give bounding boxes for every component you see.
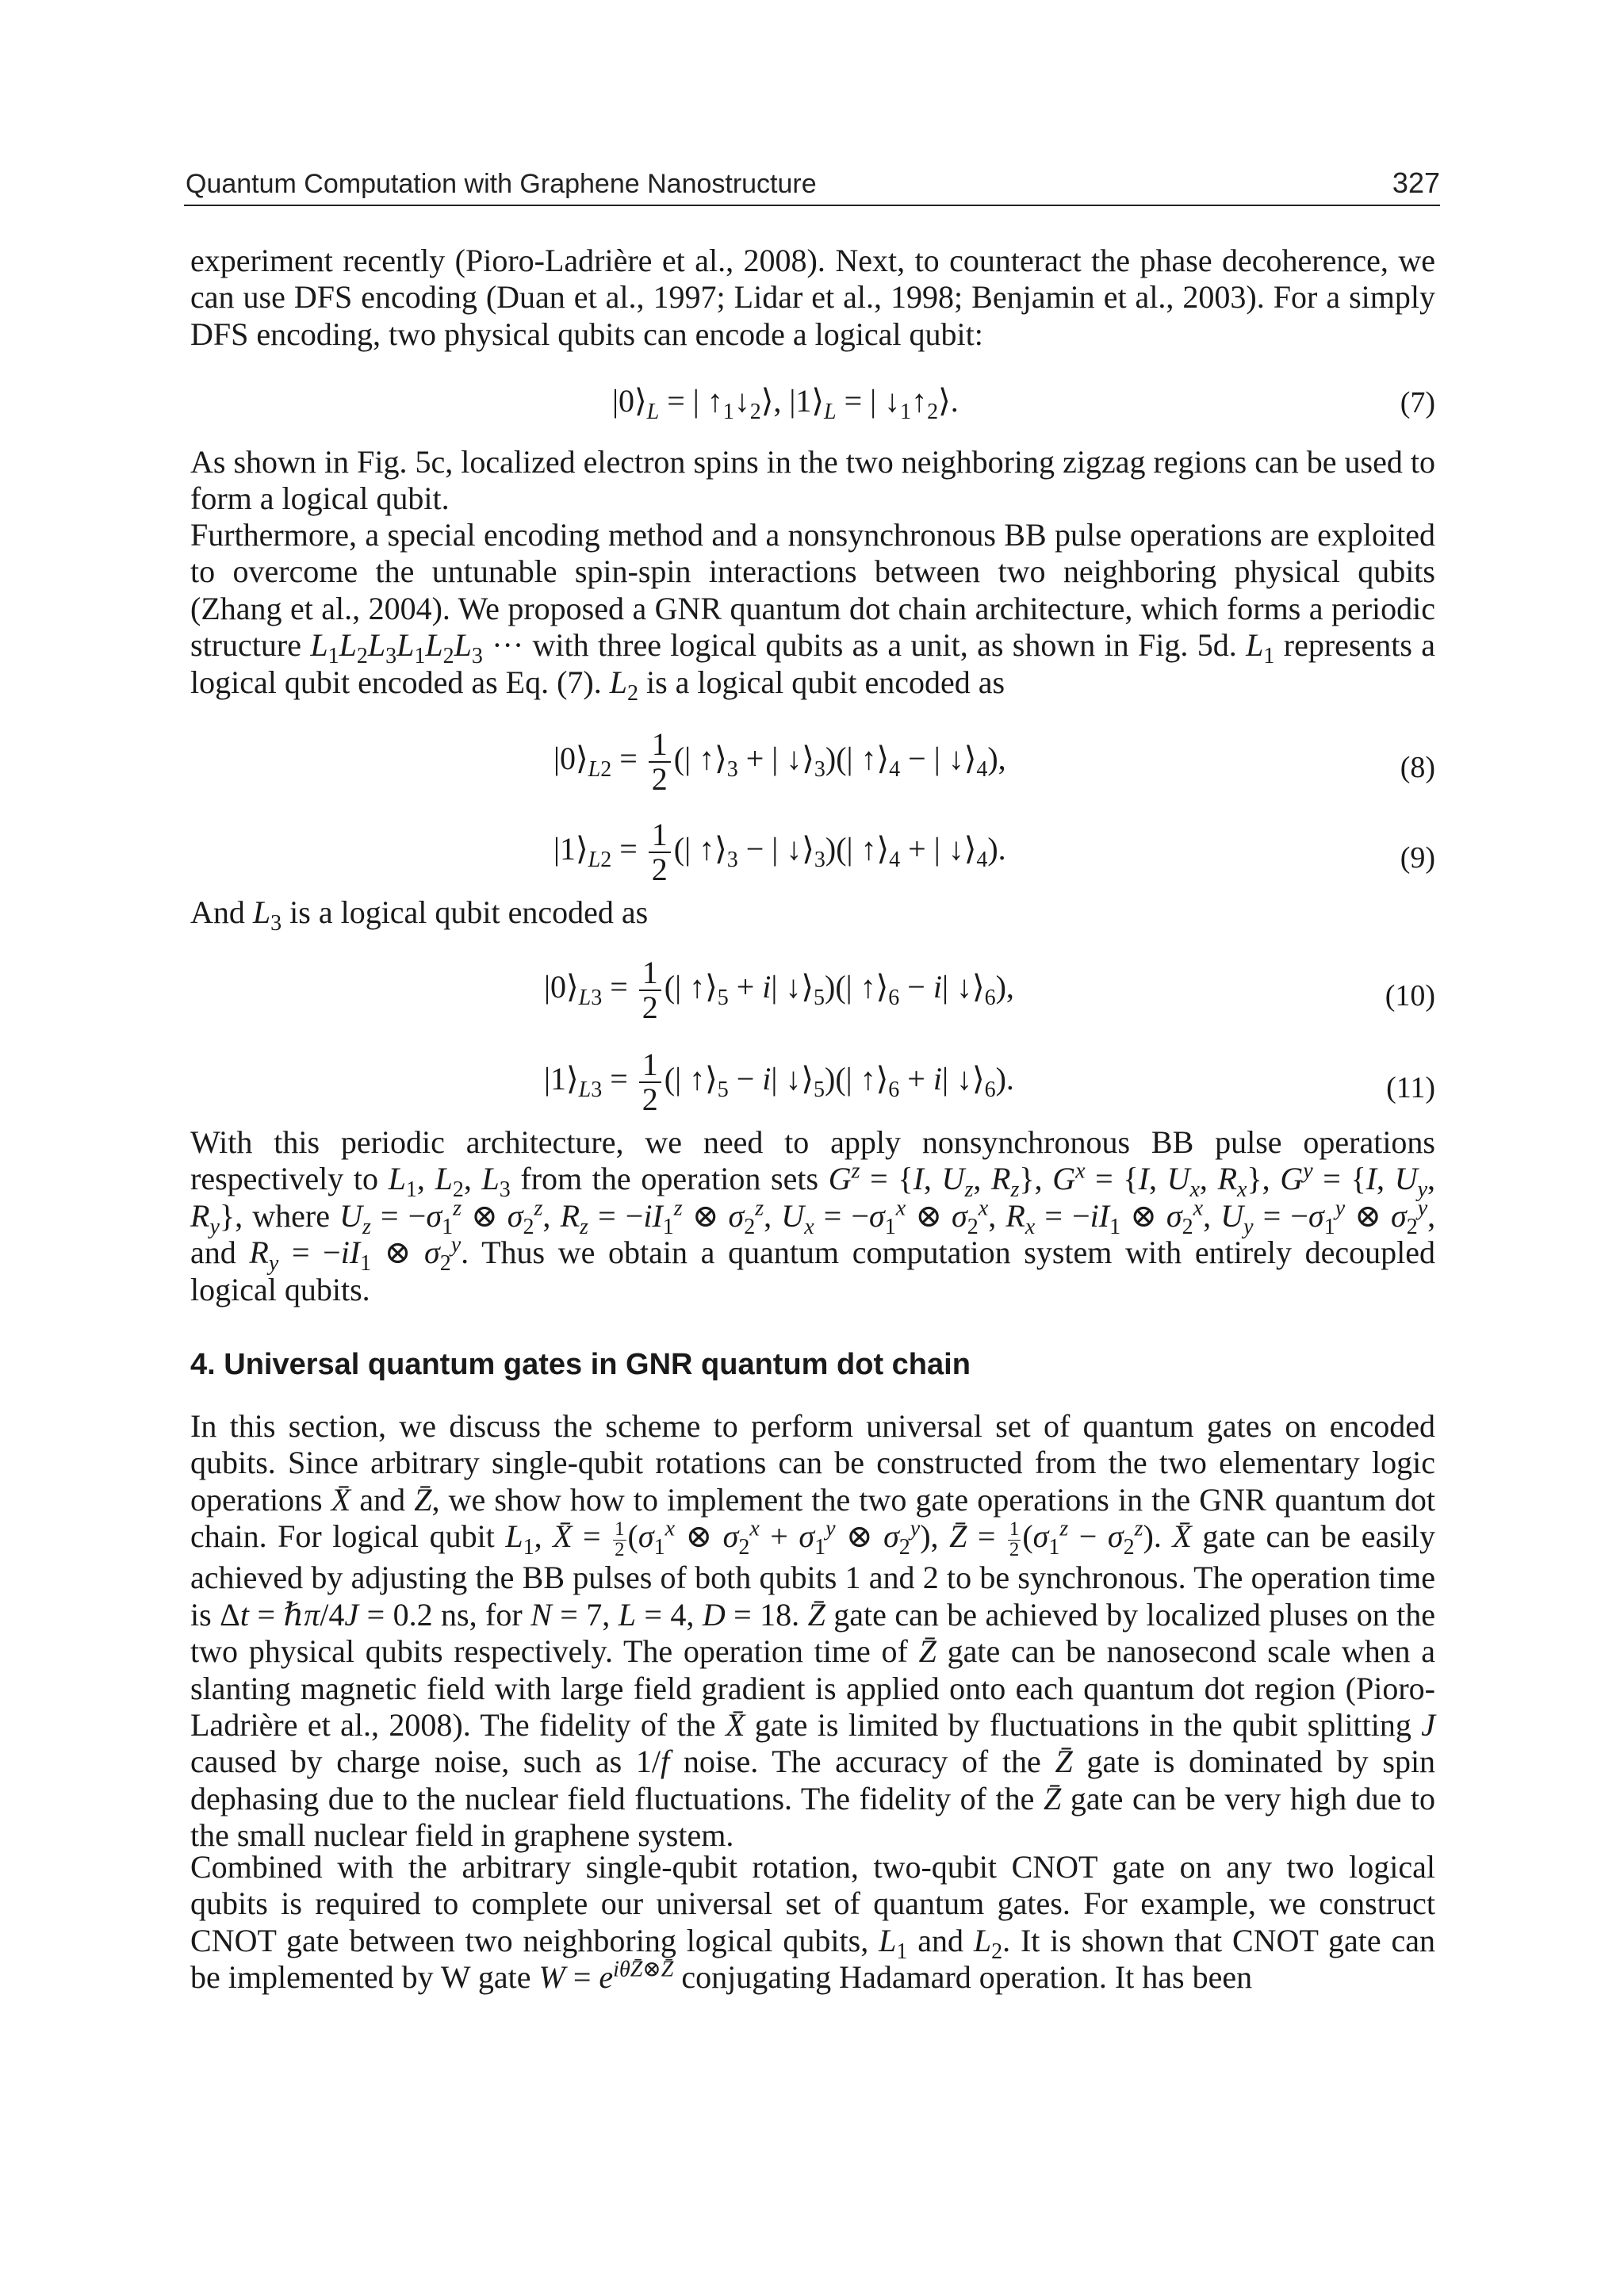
equation-9-body: $|1⟩_{L2}$ = $\frac{1}{2}$ (| $↑⟩_3$ − | $↓⟩_3)(|$ $↑⟩_4$ + | $↓⟩_4$). bbox=[553, 817, 1006, 887]
inline-math: Z̄ bbox=[1044, 1780, 1062, 1816]
inline-math: J bbox=[1421, 1706, 1436, 1743]
running-title: Quantum Computation with Graphene Nanostructure bbox=[186, 169, 817, 199]
paragraph-text: As shown in Fig. 5c, localized electron spins in the two neighboring zigzag regions can be used to form a logical qubit. bbox=[190, 444, 1435, 517]
inline-math: $G^z = \{I$, $U_z$, $R_z$}, $G^x = \{I$, $U_x$, $R_x$}, $G^y = \{I$, $U_y$, $R_y$}, bbox=[190, 1159, 1436, 1239]
equation-10 bbox=[190, 956, 1435, 1029]
equation-8 bbox=[190, 728, 1435, 801]
page-number: 327 bbox=[1392, 167, 1440, 199]
equation-7-body: $|0⟩_L$ = | $↑_1↓_2⟩$, $|1⟩_L$ = | $↓_1↑_2⟩$. bbox=[612, 383, 959, 424]
section-heading: 4. Universal quantum gates in GNR quantum dot chain bbox=[190, 1348, 971, 1381]
paragraph-text: Thus we obtain a quantum computation system with entirely decoupled logical qubits. bbox=[190, 1235, 1436, 1307]
inline-math: N = 7, L = 4, D = 18. Z̄ bbox=[530, 1596, 825, 1633]
paragraph-text: caused by charge noise, such as bbox=[190, 1744, 622, 1780]
inline-math: $R_y = -iI_1$ ⊗ $\sigma_2^y$. bbox=[249, 1232, 469, 1277]
paragraph-text: It is shown that CNOT gate can be implemented by W gate bbox=[190, 1922, 1436, 1996]
inline-math: 1/f bbox=[635, 1744, 670, 1780]
inline-math: $L_1$, X̄ = $\frac{1}{2}$ ($\sigma_1^x$ ⊗ $\sigma_2^x + \sigma_1^y$ ⊗ $\sigma_2^y$), Z̄ = $\frac{1}{2}$ $(\sigma_1^z - \sigma_2^z)$. X̄ bbox=[505, 1516, 1192, 1560]
paragraph-text: gate can be easily achieved by adjusting the BB pulses of both qubits 1 and 2 to be synchronous. The operation time is bbox=[190, 1518, 1436, 1633]
paragraph-text: is a logical qubit encoded as bbox=[289, 894, 649, 930]
paragraph-cnot-gate bbox=[190, 1849, 1435, 1996]
inline-math: $L_1$ bbox=[879, 1922, 908, 1964]
equation-11-body: $|1⟩_{L3}$ = $\frac{1}{2}$ (| $↑⟩_5 - i|$ $↓⟩_5)(|$ $↑⟩_6 + i|$ $↓⟩_6$). bbox=[544, 1047, 1014, 1117]
paragraph-text: Furthermore, a special encoding method and a nonsynchronous BB pulse operations are exploited to overcome the untunable spin-spin interactions between two neighboring physical qubits (Zhang et al., 2004). We proposed a GNR quantum dot chain architecture, which forms a periodic structure bbox=[190, 517, 1435, 664]
paragraph-text: gate can be nanosecond scale when a slanting magnetic field with large field gradient is applied onto each quantum dot region (Pioro-Ladrière et al., 2008). The fidelity of the bbox=[190, 1633, 1436, 1743]
equation-8-number: (8) bbox=[1400, 751, 1435, 784]
inline-math: Δt = ℏπ/4J = 0.2 bbox=[220, 1596, 433, 1633]
equation-10-number: (10) bbox=[1385, 979, 1435, 1013]
paragraph-text: is a logical qubit encoded as bbox=[645, 664, 1005, 700]
paragraph-dfs-encoding bbox=[190, 243, 1435, 353]
equation-9 bbox=[190, 818, 1435, 891]
equation-7-number: (7) bbox=[1400, 386, 1435, 419]
paragraph-periodic-architecture bbox=[190, 1124, 1435, 1308]
paragraph-text: we show how to implement the two gate operations in the GNR quantum dot chain. For logical qubit bbox=[190, 1481, 1435, 1555]
inline-math: X̄ bbox=[331, 1481, 351, 1518]
paragraph-text: In this section, we discuss the scheme to perform universal set of quantum gates on encoded qubits. Since arbitrary single-qubit rotations can be constructed from the two elementary logic operations bbox=[190, 1408, 1435, 1518]
inline-math: X̄ bbox=[725, 1706, 745, 1743]
inline-math: Z̄, bbox=[414, 1481, 440, 1518]
paragraph-text: represents a logical qubit encoded as Eq. (7). bbox=[190, 627, 1436, 700]
paragraph-text: conjugating Hadamard operation. It has been bbox=[681, 1959, 1253, 1996]
paragraph-text: gate is limited by fluctuations in the qubit splitting bbox=[754, 1706, 1411, 1743]
equation-8-body: $|0⟩_{L2}$ = $\frac{1}{2}$ (| $↑⟩_3$ + | $↓⟩_3)(|$ $↑⟩_4$ − | $↓⟩_4$), bbox=[553, 726, 1006, 797]
inline-math: $L_1$ bbox=[1246, 627, 1275, 669]
inline-math: $L_2$. bbox=[973, 1922, 1011, 1964]
paragraph-l3-intro bbox=[190, 894, 1435, 936]
paragraph-fig5c bbox=[190, 444, 1435, 518]
inline-math: $U_z = -\sigma_1^z$ ⊗ $\sigma_2^z$, $R_z = -iI_1^z$ ⊗ $\sigma_2^z$, $U_x = -\sigma_1^x$ ⊗ $\sigma_2^x$, $R_x = -iI_1$ ⊗ $\sigma_2^x$, $U_y = -\sigma_1^y$ ⊗ $\sigma_2^y$, bbox=[339, 1196, 1436, 1239]
inline-math: Z̄ bbox=[918, 1633, 936, 1670]
paragraph-text: and bbox=[359, 1481, 406, 1518]
paragraph-encoding-method bbox=[190, 517, 1436, 706]
equation-10-body: $|0⟩_{L3}$ = $\frac{1}{2}$ (| $↑⟩_5 + i|$ $↓⟩_5)(|$ $↑⟩_6 - i|$ $↓⟩_6$), bbox=[544, 955, 1014, 1025]
paragraph-text: gate is dominated by spin dephasing due to the nuclear field fluctuations. The fidelity of the bbox=[190, 1744, 1436, 1816]
inline-math: $L_1L_2L_3L_1L_2L_3$ ··· bbox=[310, 627, 524, 669]
inline-math: $L_3$ bbox=[252, 894, 282, 936]
paragraph-text: and bbox=[917, 1922, 963, 1958]
inline-math: $L_1$, $L_2$, $L_3$ bbox=[388, 1161, 511, 1203]
equation-11-number: (11) bbox=[1386, 1071, 1435, 1104]
equation-11 bbox=[190, 1048, 1435, 1121]
paragraph-text: experiment recently (Pioro-Ladrière et al., 2008). Next, to counteract the phase decoherence, we can use DFS encoding (Duan et al., 1997; Lidar et al., 1998; Benjamin et al., 2003). For a simply DFS encoding, two physical qubits can encode a logical qubit: bbox=[190, 243, 1435, 352]
paragraph-text: with three logical qubits as a unit, as shown in Fig. 5d. bbox=[532, 627, 1237, 664]
paragraph-text: gate can be very high due to the small nuclear field in graphene system. bbox=[190, 1780, 1436, 1854]
paragraph-text: and bbox=[190, 1235, 236, 1271]
paragraph-text: And bbox=[190, 894, 245, 930]
paragraph-text: ns, for bbox=[441, 1596, 523, 1633]
equation-9-number: (9) bbox=[1400, 841, 1435, 875]
paragraph-text: where bbox=[252, 1197, 330, 1234]
paragraph-text: Combined with the arbitrary single-qubit rotation, two-qubit CNOT gate on any two logical qubits is required to complete our universal set of quantum gates. For example, we construct CNOT gate between two neighboring logical qubits, bbox=[190, 1849, 1435, 1958]
inline-math: $L_2$ bbox=[609, 664, 638, 706]
paragraph-text: gate can be achieved by localized pluses on the two physical qubits respectively. The operation time of bbox=[190, 1596, 1436, 1670]
paragraph-text: With this periodic architecture, we need to apply nonsynchronous BB pulse operations respectively to bbox=[190, 1124, 1435, 1197]
inline-math: Z̄ bbox=[1055, 1744, 1073, 1780]
paragraph-text: from the operation sets bbox=[520, 1161, 819, 1197]
inline-math: $W = e^{i\theta Z̄\otimes Z̄}$ bbox=[538, 1957, 674, 1996]
paragraph-text: noise. The accuracy of the bbox=[683, 1744, 1041, 1780]
equation-7 bbox=[190, 379, 1435, 427]
paragraph-universal-gates bbox=[190, 1408, 1435, 1855]
running-header bbox=[184, 163, 1440, 206]
